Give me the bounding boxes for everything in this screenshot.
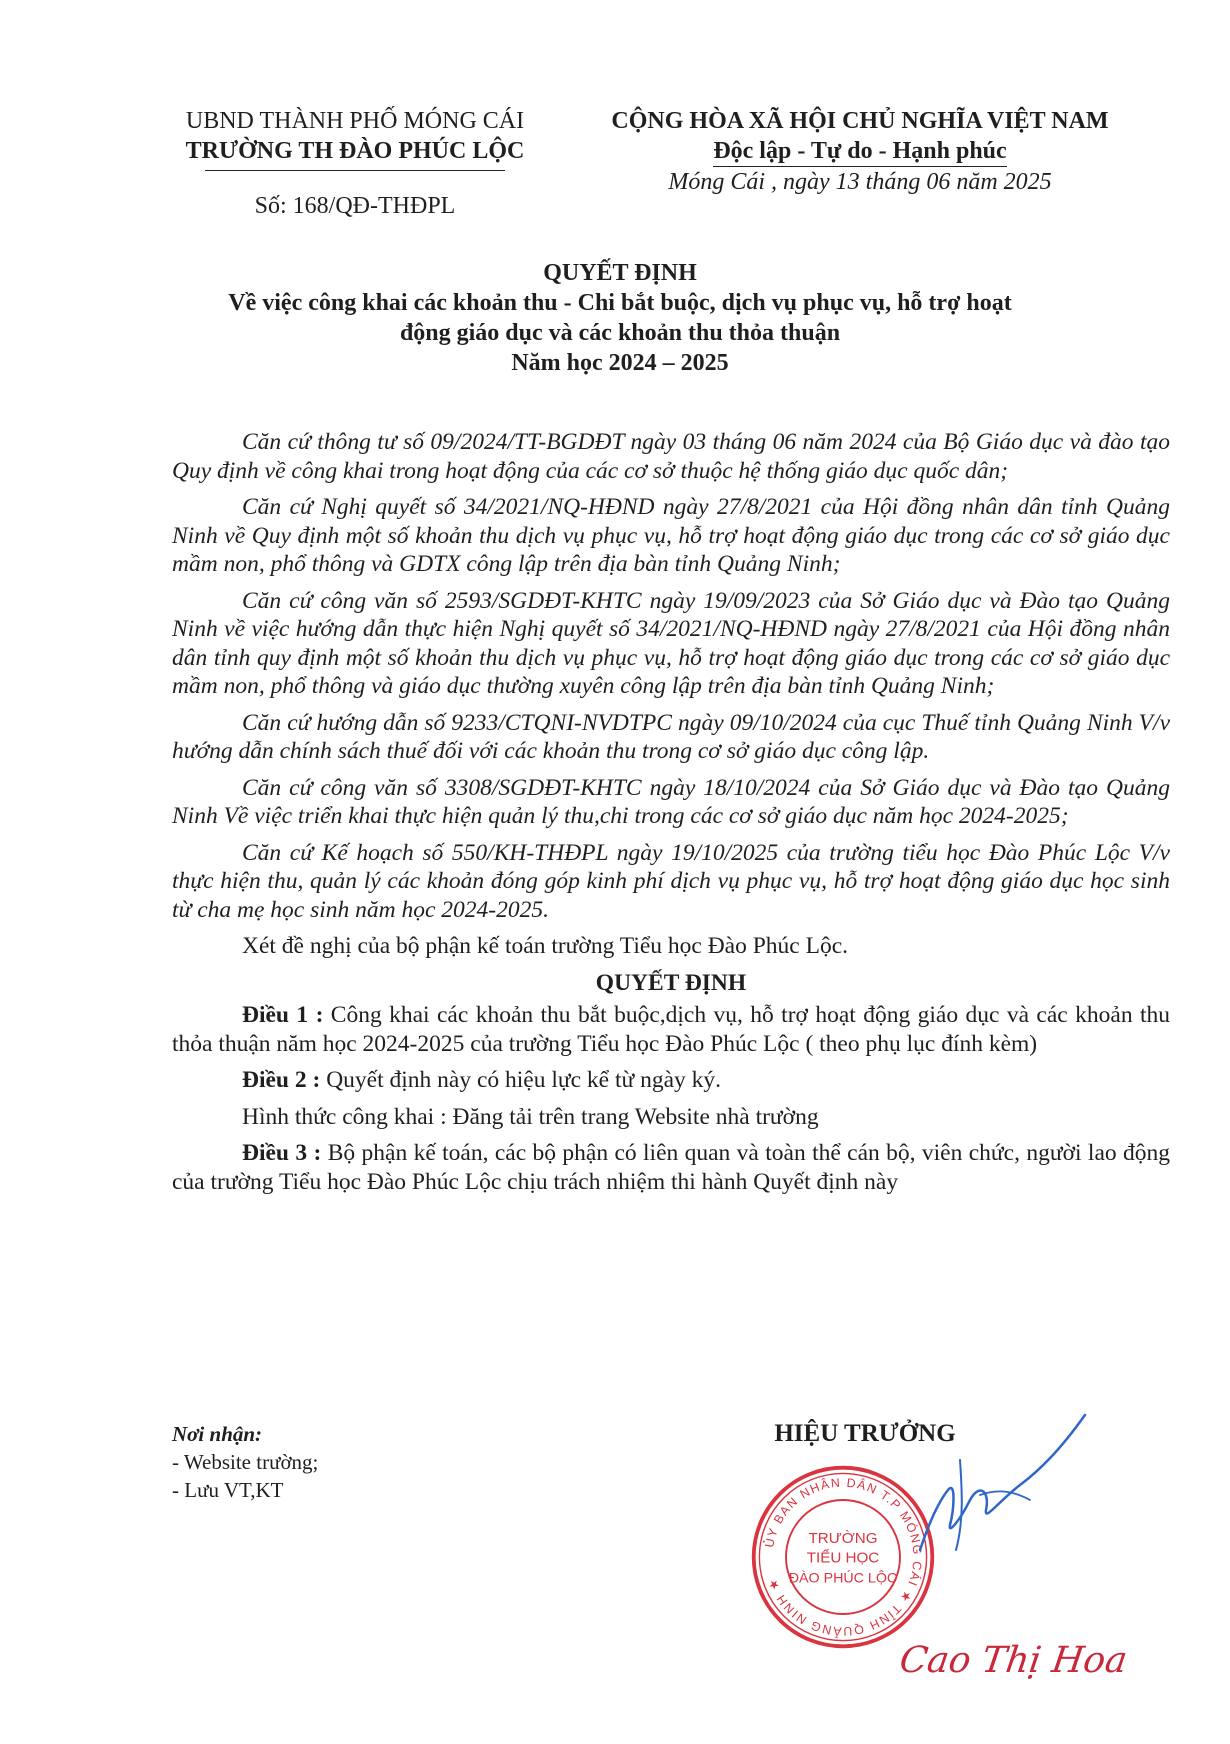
recipient-item: - Website trường; — [172, 1450, 319, 1474]
title-subject-1: Về việc công khai các khoản thu - Chi bắt buộc, dịch vụ phục vụ, hỗ trợ hoạt — [228, 290, 1012, 316]
agency-name: TRƯỜNG TH ĐÀO PHÚC LỘC — [185, 138, 525, 164]
seal-ring-text: ỦY BAN NHÂN DÂN T.P MÓNG CÁI ★ TỈNH QUẢNG NINH ★ — [762, 1475, 925, 1639]
handwritten-signature — [890, 1400, 1090, 1580]
decision-heading: QUYẾT ĐỊNH — [595, 969, 747, 996]
seal-center-line: ĐÀO PHÚC LỘC — [788, 1570, 898, 1587]
article-3-text: Bộ phận kế toán, các bộ phận có liên quan và toàn thể cán bộ, viên chức, người lao động của trường Tiểu học Đào Phúc Lộc chịu trách nhiệm thi hành Quyết định này — [172, 1140, 1170, 1195]
document-body — [172, 428, 1170, 1204]
article-2-text: Quyết định này có hiệu lực kể từ ngày ký. — [320, 1067, 722, 1093]
document-title — [150, 258, 1090, 378]
signer-name: Cao Thị Hoa — [897, 1640, 1130, 1681]
publication-form: Hình thức công khai : Đăng tải trên trang Website nhà trường — [242, 1103, 819, 1130]
recipients-label: Nơi nhận: — [172, 1422, 263, 1446]
basis-paragraph: Căn cứ hướng dẫn số 9233/CTQNI-NVDTPC ngày 09/10/2024 của cục Thuế tỉnh Quảng Ninh V/v hướng dẫn chính sách thuế đối với các khoản thu trong cơ sở giáo dục công lập. — [172, 709, 1170, 764]
recipient-item: - Lưu VT,KT — [172, 1478, 284, 1502]
seal-center-line: TIỂU HỌC — [806, 1549, 880, 1567]
basis-paragraph: Căn cứ thông tư số 09/2024/TT-BGDĐT ngày 03 tháng 06 năm 2024 của Bộ Giáo dục và đào tạo Quy định về công khai trong hoạt động của các cơ sở thuộc hệ thống giáo dục quốc dân; — [172, 429, 1170, 484]
basis-paragraph: Căn cứ công văn số 2593/SGDĐT-KHTC ngày 19/09/2023 của Sở Giáo dục và Đào tạo Quảng Ninh về việc hướng dẫn thực hiện Nghị quyết số 34/2021/NQ-HĐND ngày 27/8/2021 của Hội đồng nhân dân tỉnh quy định một số khoản thu dịch vụ phục vụ, hỗ trợ hoạt động giáo dục trong các cơ sở giáo dục mầm non, phổ thông và giáo dục thường xuyên công lập trên địa bàn tỉnh Quảng Ninh; — [172, 587, 1170, 699]
national-header-block — [560, 106, 1160, 197]
signer-title: HIỆU TRƯỞNG — [774, 1420, 956, 1447]
recipients-block — [172, 1420, 318, 1504]
agency-underline — [205, 170, 505, 171]
title-subject-2: động giáo dục và các khoản thu thỏa thuận — [399, 320, 841, 346]
article-1-label: Điều 1 : — [242, 1002, 324, 1028]
title-heading: QUYẾT ĐỊNH — [543, 260, 697, 286]
article-1 — [172, 1001, 1170, 1058]
document-number: Số: 168/QĐ-THĐPL — [254, 193, 456, 219]
nation-name: CỘNG HÒA XÃ HỘI CHỦ NGHĨA VIỆT NAM — [611, 108, 1109, 134]
article-1-text: Công khai các khoản thu bắt buộc,dịch vụ, hỗ trợ hoạt động giáo dục và các khoản thu thỏa thuận năm học 2024-2025 của trường Tiểu học Đào Phúc Lộc ( theo phụ lục đính kèm) — [172, 1002, 1170, 1057]
article-3-label: Điều 3 : — [242, 1140, 322, 1166]
national-motto: Độc lập - Tự do - Hạnh phúc — [713, 136, 1006, 167]
article-2 — [172, 1066, 1170, 1095]
place-date: Móng Cái , ngày 13 tháng 06 năm 2025 — [668, 169, 1052, 195]
basis-paragraph: Căn cứ Kế hoạch số 550/KH-THĐPL ngày 19/10/2025 của trường tiểu học Đào Phúc Lộc V/v thực hiện thu, quản lý các khoản đóng góp kinh phí dịch vụ phục vụ, hỗ trợ hoạt động giáo dục học sinh từ cha mẹ học sinh năm học 2024-2025. — [172, 839, 1170, 923]
seal-center-line: TRƯỜNG — [808, 1529, 878, 1547]
basis-paragraph: Căn cứ Nghị quyết số 34/2021/NQ-HĐND ngày 27/8/2021 của Hội đồng nhân dân tỉnh Quảng Ninh về Quy định một số khoản thu dịch vụ phục vụ, hỗ trợ hoạt động giáo dục trong các cơ sở giáo dục mầm non, phổ thông và GDTX công lập trên địa bàn tỉnh Quảng Ninh; — [172, 494, 1170, 577]
agency-parent: UBND THÀNH PHỐ MÓNG CÁI — [185, 108, 525, 134]
proposal-paragraph: Xét đề nghị của bộ phận kế toán trường Tiểu học Đào Phúc Lộc. — [242, 933, 849, 959]
basis-paragraph: Căn cứ công văn số 3308/SGDĐT-KHTC ngày 18/10/2024 của Sở Giáo dục và Đào tạo Quảng Ninh Về việc triển khai thực hiện quản lý thu,chi trong các cơ sở giáo dục năm học 2024-2025; — [172, 774, 1170, 829]
article-3 — [172, 1139, 1170, 1196]
issuing-agency-block — [150, 106, 560, 221]
title-year: Năm học 2024 – 2025 — [511, 350, 729, 376]
article-2-label: Điều 2 : — [242, 1067, 321, 1093]
